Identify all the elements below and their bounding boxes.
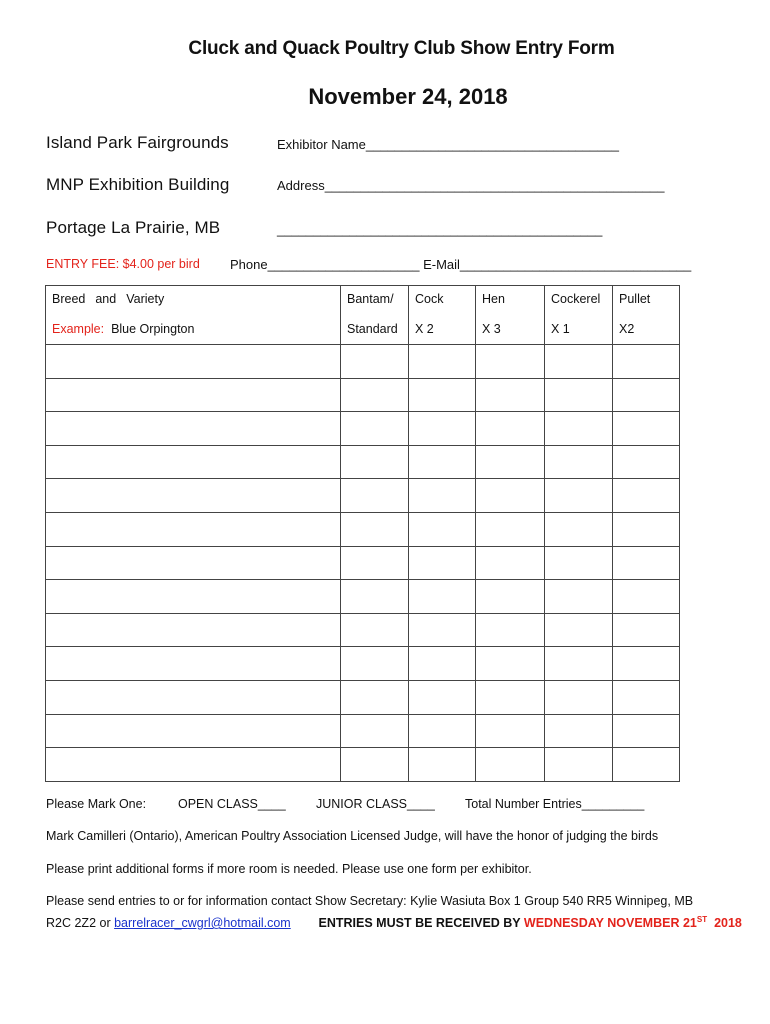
- table-row: [46, 613, 680, 647]
- entry-cell[interactable]: [545, 580, 613, 614]
- entry-cell[interactable]: [613, 378, 680, 412]
- address-field[interactable]: [277, 178, 665, 193]
- bantam-header: Bantam/: [347, 292, 394, 306]
- entry-cell[interactable]: [545, 546, 613, 580]
- print-note: Please print additional forms if more room is needed. Please use one form per exhibitor.: [46, 862, 532, 876]
- class-selection-row: [46, 797, 146, 811]
- table-row: [46, 412, 680, 446]
- entry-cell[interactable]: [476, 512, 545, 546]
- cockerel-cell: [545, 286, 613, 345]
- table-header-row: [46, 286, 680, 345]
- hen-header: Hen: [482, 292, 505, 306]
- entry-cell[interactable]: [476, 479, 545, 513]
- entry-cell[interactable]: [46, 580, 341, 614]
- entry-cell[interactable]: [409, 412, 476, 446]
- deadline-prefix: ENTRIES MUST BE RECEIVED BY: [318, 916, 521, 931]
- entry-cell[interactable]: [46, 647, 341, 681]
- entry-cell[interactable]: [409, 546, 476, 580]
- email-label: E-Mail: [423, 257, 460, 272]
- entry-cell[interactable]: [476, 647, 545, 681]
- entry-cell[interactable]: [545, 345, 613, 379]
- address-second-line[interactable]: _____________________________________________: [277, 222, 603, 237]
- entry-cell[interactable]: [409, 445, 476, 479]
- exhibitor-name-line: ___________________________________: [365, 137, 619, 152]
- entry-cell[interactable]: [545, 479, 613, 513]
- entry-cell[interactable]: [341, 412, 409, 446]
- entry-cell[interactable]: [545, 714, 613, 748]
- entry-cell[interactable]: [341, 512, 409, 546]
- breed-variety-cell: [46, 286, 341, 345]
- breed-variety-header: Breed and Variety: [52, 292, 165, 306]
- phone-field[interactable]: [230, 257, 691, 272]
- table-row: [46, 512, 680, 546]
- exhibitor-name-label: Exhibitor Name: [277, 137, 366, 152]
- exhibitor-name-field[interactable]: [277, 137, 619, 152]
- entry-cell[interactable]: [409, 378, 476, 412]
- entry-cell[interactable]: [341, 714, 409, 748]
- entry-cell[interactable]: [46, 546, 341, 580]
- entry-cell[interactable]: [545, 378, 613, 412]
- venue-building: MNP Exhibition Building: [46, 175, 230, 194]
- entry-cell[interactable]: [409, 479, 476, 513]
- entry-cell[interactable]: [476, 613, 545, 647]
- form-title: Cluck and Quack Poultry Club Show Entry Form: [188, 38, 615, 59]
- entry-cell[interactable]: [341, 479, 409, 513]
- entry-cell[interactable]: [341, 378, 409, 412]
- entry-cell[interactable]: [476, 546, 545, 580]
- blank-entry-rows: [46, 345, 680, 782]
- entry-cell[interactable]: [46, 479, 341, 513]
- entry-cell[interactable]: [613, 647, 680, 681]
- entry-cell[interactable]: [545, 647, 613, 681]
- table-row: [46, 714, 680, 748]
- entry-cell[interactable]: [409, 613, 476, 647]
- cock-cell: [409, 286, 476, 345]
- junior-class-option[interactable]: JUNIOR CLASS____: [316, 797, 435, 811]
- hen-cell: [476, 286, 545, 345]
- cockerel-header: Cockerel: [551, 292, 601, 306]
- venue-location: Island Park Fairgrounds: [46, 133, 229, 152]
- pullet-header: Pullet: [619, 292, 651, 306]
- table-row: [46, 580, 680, 614]
- entry-cell[interactable]: [341, 647, 409, 681]
- entry-cell[interactable]: [545, 680, 613, 714]
- entry-cell[interactable]: [545, 613, 613, 647]
- email-line: ________________________________: [459, 257, 692, 272]
- entry-cell[interactable]: [46, 445, 341, 479]
- contact-second-line: [46, 915, 742, 930]
- entry-cell[interactable]: [409, 647, 476, 681]
- entry-cell[interactable]: [613, 412, 680, 446]
- mark-one-label: Please Mark One:: [46, 797, 147, 811]
- entry-cell[interactable]: [46, 714, 341, 748]
- phone-line: _____________________: [267, 257, 420, 272]
- phone-label: Phone: [230, 257, 268, 272]
- entry-cell[interactable]: [341, 680, 409, 714]
- deadline-date: WEDNESDAY NOVEMBER 21ST 2018: [523, 915, 742, 931]
- table-row: [46, 546, 680, 580]
- entry-cell[interactable]: [613, 680, 680, 714]
- entry-cell[interactable]: [613, 445, 680, 479]
- entry-cell[interactable]: [613, 580, 680, 614]
- example-pullet: X2: [619, 322, 635, 336]
- entry-table: [45, 285, 680, 782]
- example-label: Example:: [52, 322, 105, 336]
- entry-cell[interactable]: [613, 512, 680, 546]
- entry-cell[interactable]: [613, 748, 680, 782]
- total-entries-field[interactable]: Total Number Entries_________: [465, 797, 645, 811]
- entry-cell[interactable]: [46, 345, 341, 379]
- entry-cell[interactable]: [46, 748, 341, 782]
- entry-cell[interactable]: [341, 445, 409, 479]
- table-row: [46, 680, 680, 714]
- entry-cell[interactable]: [613, 546, 680, 580]
- table-row: [46, 345, 680, 379]
- entry-cell[interactable]: [545, 748, 613, 782]
- table-row: [46, 378, 680, 412]
- entry-cell[interactable]: [341, 345, 409, 379]
- venue-city: Portage La Prairie, MB: [46, 218, 221, 237]
- entry-cell[interactable]: [341, 580, 409, 614]
- pullet-cell: [613, 286, 680, 345]
- example-type: Standard: [347, 322, 398, 336]
- entry-cell[interactable]: [46, 512, 341, 546]
- entry-cell[interactable]: [613, 613, 680, 647]
- entry-cell[interactable]: [409, 580, 476, 614]
- entry-cell[interactable]: [409, 714, 476, 748]
- entry-cell[interactable]: [476, 412, 545, 446]
- deadline-notice: [319, 916, 742, 930]
- entry-cell[interactable]: [545, 512, 613, 546]
- judge-note: Mark Camilleri (Ontario), American Poultry Association Licensed Judge, will have the honor of judging the birds: [46, 829, 659, 843]
- entry-cell[interactable]: [613, 479, 680, 513]
- entry-cell[interactable]: [476, 580, 545, 614]
- entry-cell[interactable]: [46, 378, 341, 412]
- table-row: [46, 445, 680, 479]
- example-breed: Example: Blue Orpington: [52, 322, 195, 336]
- entry-cell[interactable]: [476, 445, 545, 479]
- entry-cell[interactable]: [409, 748, 476, 782]
- secretary-email-link[interactable]: barrelracer_cwgrl@hotmail.com: [114, 916, 291, 931]
- entry-cell[interactable]: [476, 378, 545, 412]
- table-row: [46, 647, 680, 681]
- entry-fee: ENTRY FEE: $4.00 per bird: [46, 257, 200, 271]
- example-cockerel: X 1: [551, 322, 570, 336]
- cock-header: Cock: [415, 292, 444, 306]
- show-date: November 24, 2018: [308, 84, 508, 109]
- entry-cell[interactable]: [46, 412, 341, 446]
- entry-cell[interactable]: [613, 345, 680, 379]
- entry-cell[interactable]: [476, 345, 545, 379]
- entry-cell[interactable]: [341, 613, 409, 647]
- entry-cell[interactable]: [545, 412, 613, 446]
- address-line: _______________________________________________: [324, 178, 665, 193]
- entry-cell[interactable]: [409, 512, 476, 546]
- entry-cell[interactable]: [545, 445, 613, 479]
- entry-cell[interactable]: [409, 680, 476, 714]
- entry-cell[interactable]: [341, 748, 409, 782]
- address-label: Address: [277, 178, 325, 193]
- entry-cell[interactable]: [476, 714, 545, 748]
- entry-cell[interactable]: [476, 680, 545, 714]
- table-row: [46, 479, 680, 513]
- bantam-standard-cell: [341, 286, 409, 345]
- postal-code: R2C 2Z2 or: [46, 916, 111, 931]
- entry-cell[interactable]: [46, 613, 341, 647]
- entry-cell[interactable]: [46, 680, 341, 714]
- entry-cell[interactable]: [613, 714, 680, 748]
- example-cock: X 2: [415, 322, 434, 336]
- entry-cell[interactable]: [409, 345, 476, 379]
- entry-cell[interactable]: [476, 748, 545, 782]
- open-class-option[interactable]: OPEN CLASS____: [178, 797, 286, 811]
- entry-cell[interactable]: [341, 546, 409, 580]
- table-row: [46, 748, 680, 782]
- contact-line: Please send entries to or for information contact Show Secretary: Kylie Wasiuta Box 1 Group 540 RR5 Winnipeg, MB: [46, 894, 694, 908]
- example-hen: X 3: [482, 322, 501, 336]
